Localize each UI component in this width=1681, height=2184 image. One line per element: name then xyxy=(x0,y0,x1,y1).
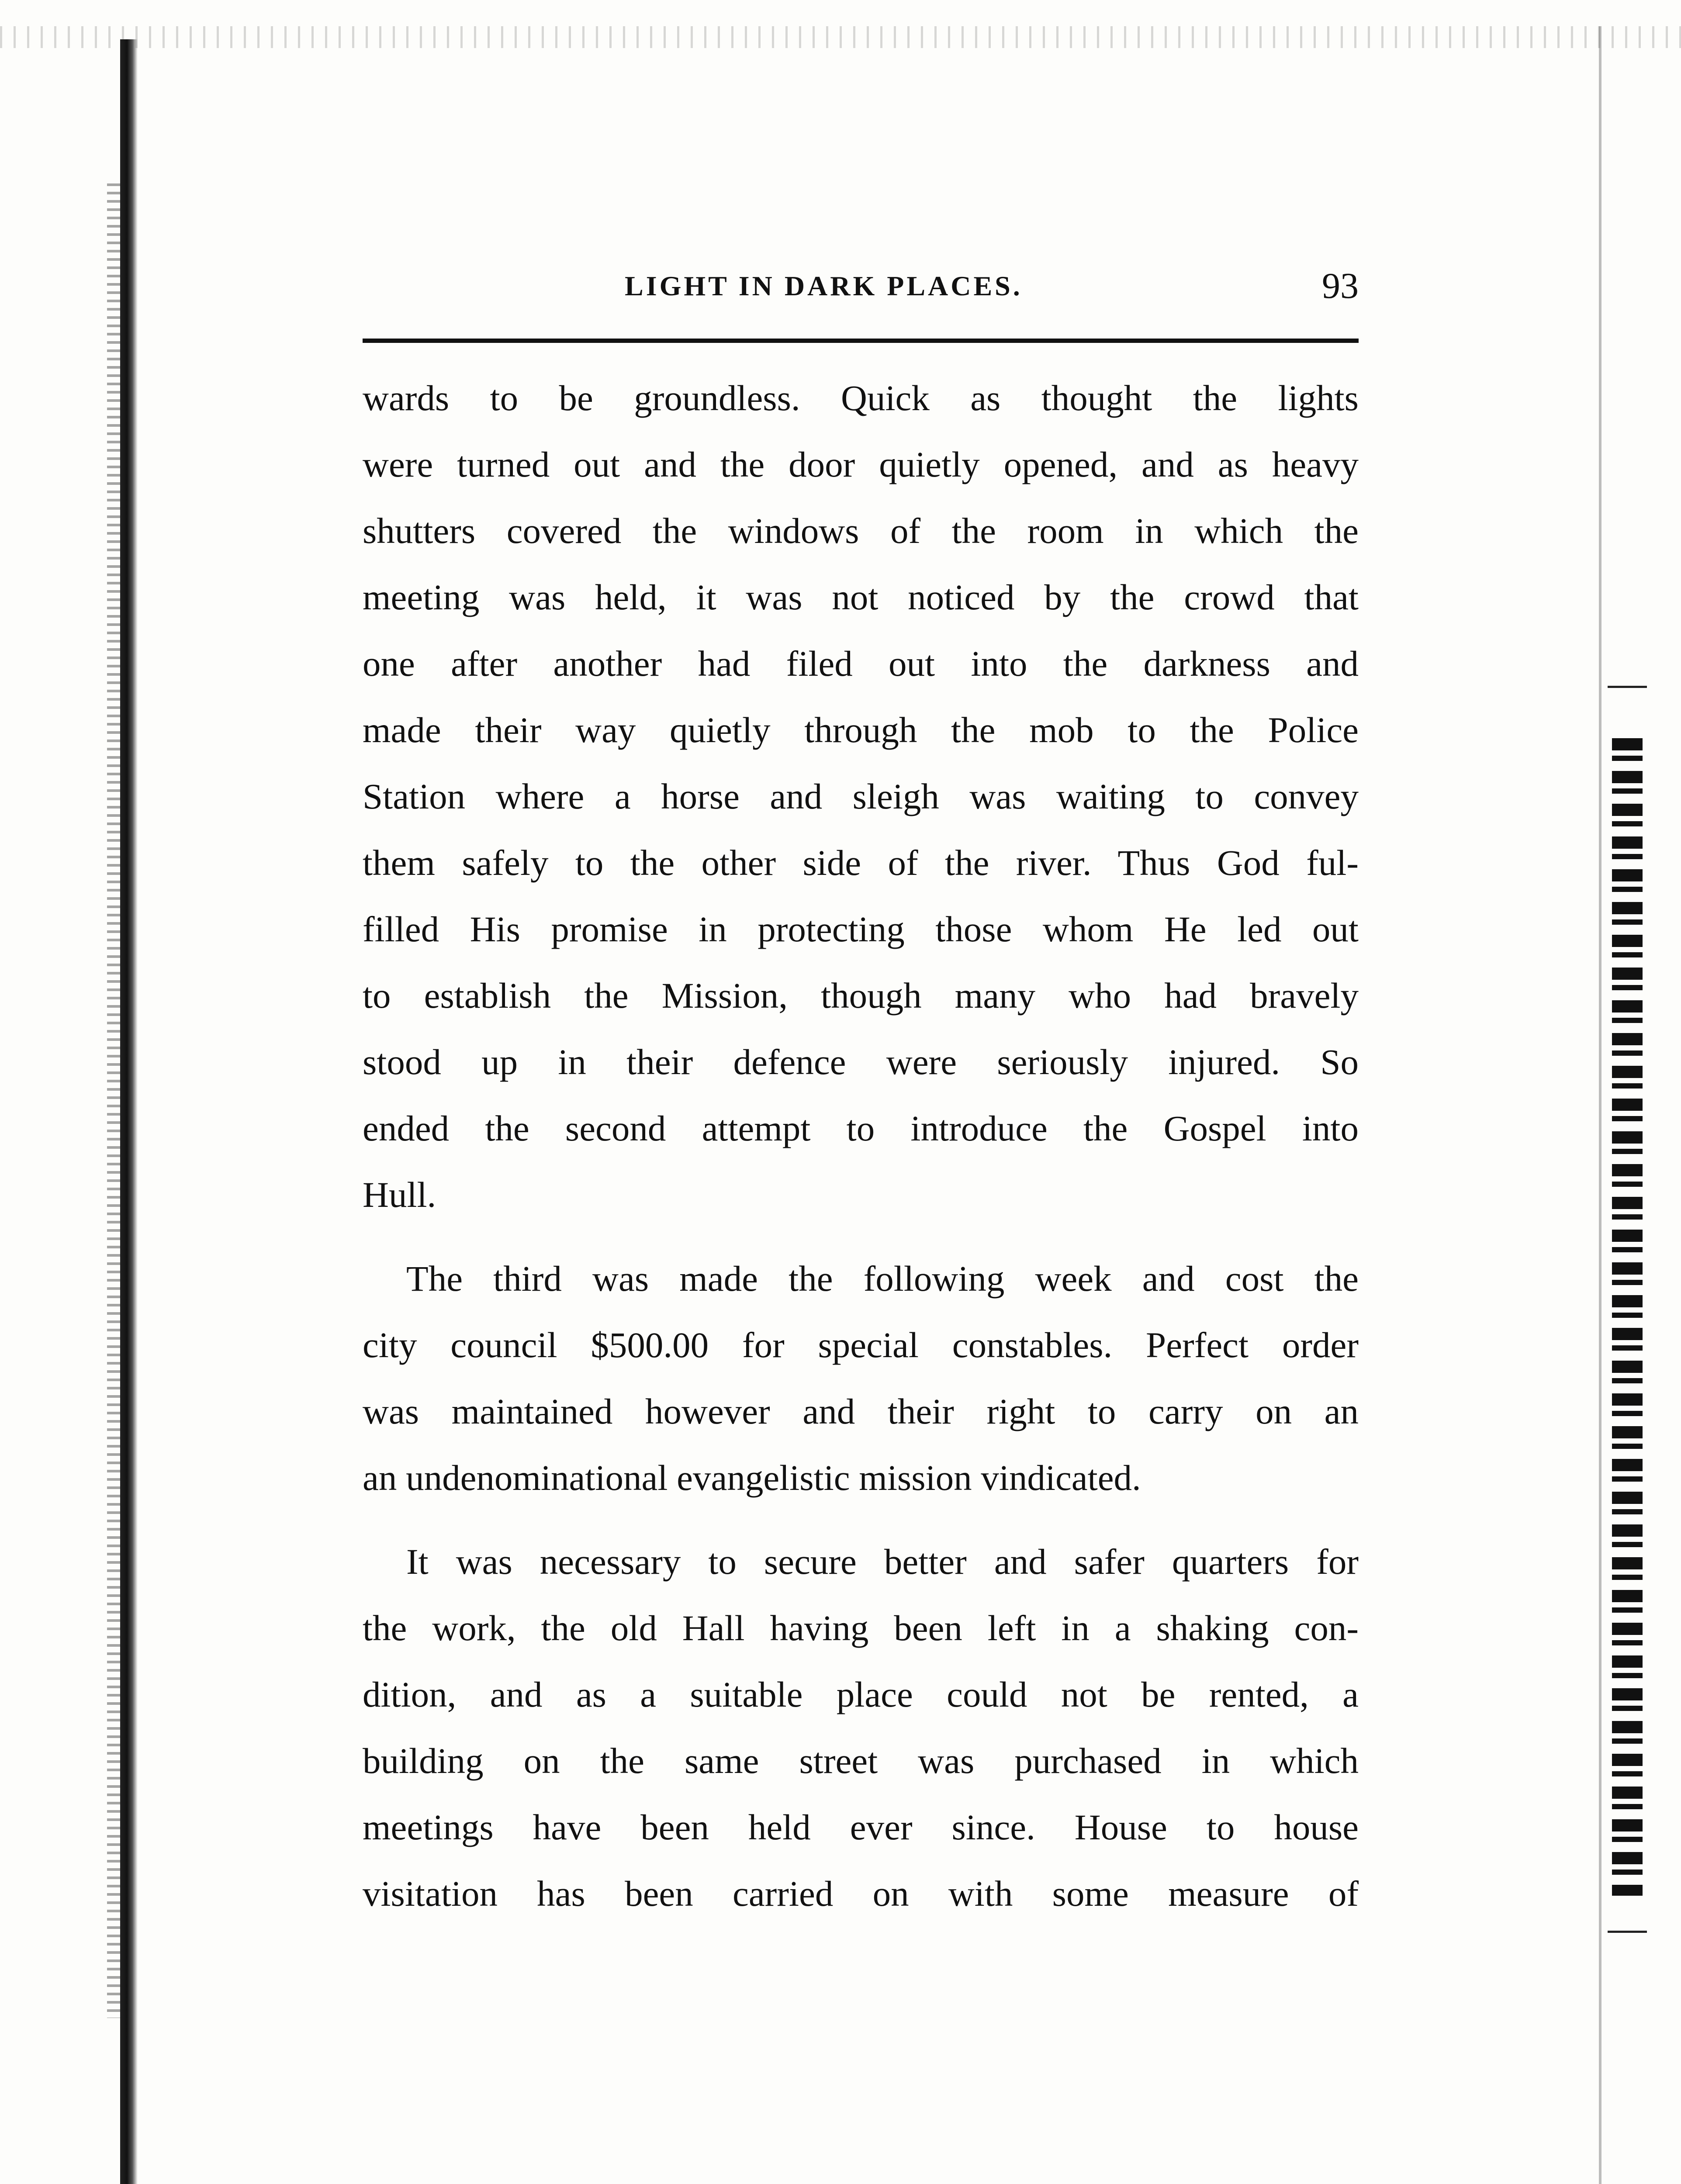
text-line: visitation has been carried on with some measure of xyxy=(363,1873,1359,1914)
scan-spine-shadow xyxy=(120,39,138,2184)
text-line: city council $500.00 for special constables. Perfect order xyxy=(363,1325,1359,1365)
paragraph-2 xyxy=(363,1245,1359,1511)
text-line: was maintained however and their right to carry on an xyxy=(363,1391,1359,1431)
running-title: LIGHT IN DARK PLACES. xyxy=(625,270,1023,301)
scan-edge-top xyxy=(0,26,1681,48)
text-line: dition, and as a suitable place could not be rented, a xyxy=(363,1674,1359,1714)
text-line: an undenominational evangelistic mission vindicated. xyxy=(363,1458,1141,1498)
text-line: Hull. xyxy=(363,1175,436,1215)
text-line: Station where a horse and sleigh was waiting to convey xyxy=(363,776,1359,816)
text-line: wards to be groundless. Quick as thought the lights xyxy=(363,378,1359,418)
text-line: them safely to the other side of the river. Thus God ful- xyxy=(363,843,1359,883)
paragraph-1 xyxy=(363,365,1359,1228)
text-line: The third was made the following week and cost the xyxy=(406,1258,1359,1299)
scan-barcode-strip xyxy=(1612,738,1643,1896)
text-line: ended the second attempt to introduce the Gospel into xyxy=(363,1108,1359,1148)
paragraph-3 xyxy=(363,1528,1359,1927)
text-line: meetings have been held ever since. House to house xyxy=(363,1807,1359,1847)
page-header xyxy=(363,262,1359,310)
text-line: filled His promise in protecting those whom He led out xyxy=(363,909,1359,949)
scan-spine-noise xyxy=(107,183,120,2018)
text-line: were turned out and the door quietly opened, and as heavy xyxy=(363,444,1359,484)
text-line: made their way quietly through the mob to the Police xyxy=(363,710,1359,750)
header-rule xyxy=(363,339,1359,343)
text-line: building on the same street was purchased in which xyxy=(363,1741,1359,1781)
text-line: It was necessary to secure better and safer quarters for xyxy=(406,1541,1359,1582)
text-line: meeting was held, it was not noticed by the crowd that xyxy=(363,577,1359,617)
scan-barcode-mark xyxy=(1608,1931,1647,1933)
text-line: stood up in their defence were seriously injured. So xyxy=(363,1042,1359,1082)
scan-edge-right xyxy=(1599,26,1601,2184)
text-line: shutters covered the windows of the room in which the xyxy=(363,511,1359,551)
page-number: 93 xyxy=(1322,266,1359,306)
text-line: to establish the Mission, though many who had bravely xyxy=(363,975,1359,1016)
scan-barcode-mark xyxy=(1608,686,1647,688)
text-line: one after another had filed out into the darkness and xyxy=(363,643,1359,684)
body-text xyxy=(363,365,1359,1927)
text-line: the work, the old Hall having been left in a shaking con- xyxy=(363,1608,1359,1648)
